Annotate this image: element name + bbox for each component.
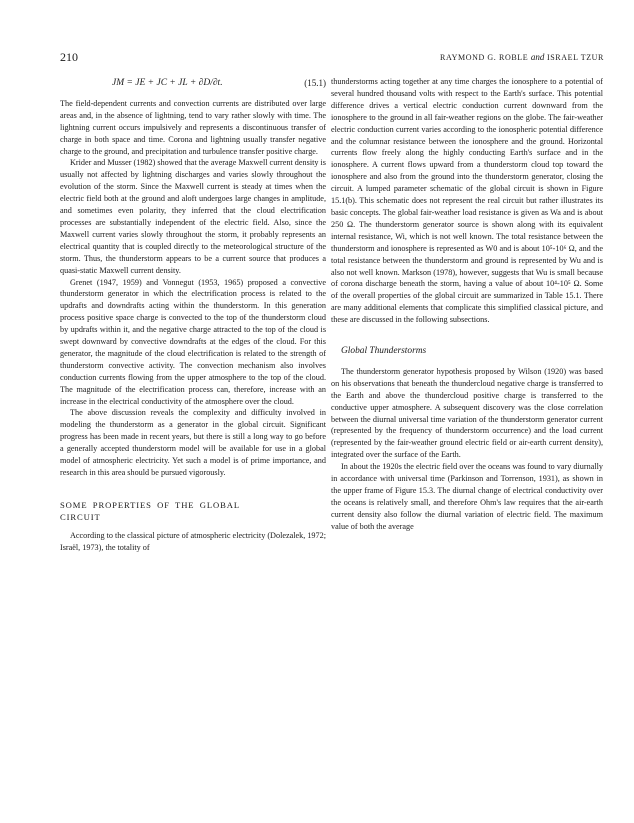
equation-15-1 (112, 78, 326, 90)
author-conjunction: and (530, 52, 545, 62)
paragraph: thunderstorms acting together at any time charges the ionosphere to a potential of several hundred thousand volts with respect to the Earth's surface. This potential difference drives a vertical electric conduction current downward from the ionosphere to the ground in all fair-weather regions on the globe. The fair-weather electric conduction current varies according to the ionospheric potential difference and the columnar resistance between the ionosphere and the ground. Horizontal currents flow freely along the highly conducting Earth's surface and in the ionosphere. A current flows upward from a thunderstorm cloud top toward the ionosphere and also from the ground into the thunderstorm generator, closing the circuit. A lumped parameter schematic of the global circuit is shown in Figure 15.1(b). This schematic does not represent the real circuit but rather illustrates its basic concepts. The global fair-weather load resistance is given as Wa and is about 250 Ω. The thunderstorm generator source is shown along with its equivalent internal resistance, Wi, which is not well known. The total resistance between the thunderstorm and ionosphere is represented as W0 and is about 10⁵-10⁶ Ω, and the total resistance between the thunderstorm and ground is represented by Wu and is also not well known. Markson (1978), however, suggests that Wu is small because of corona discharge beneath the storm, having a value of about 10⁴-10⁵ Ω. Some of the overall properties of the global circuit are summarized in Table 15.1. There are many additional elements that complicate this simplified classical picture, and these are discussed in the following subsections. (331, 77, 603, 325)
paragraph: Grenet (1947, 1959) and Vonnegut (1953, 1965) proposed a convective thunderstorm generator in which the electrification process is related to the updrafts and downdrafts acting within the thunderstorm. In this generation process positive space charge is convected to the top of the thunderstorm cloud by updrafts within it, and the negative charge attracted to the top of the cloud is swept downward by convective downdrafts at the edges of the cloud. For this generator, the magnitude of the cloud electrification is related to the strength of thunderstorm convective activity. The convection mechanism also involves conduction currents flowing from the upper atmosphere to the top of the cloud. The magnitude of the electrification process can, therefore, increase with an increase in the electrical conductivity of the atmosphere over the cloud. (60, 277, 326, 406)
page-number: 210 (60, 50, 78, 64)
paragraph: The thunderstorm generator hypothesis proposed by Wilson (1920) was based on his observations that beneath the thundercloud negative charge is transferred to the Earth and above the thundercloud positive charge is transferred to the conductive upper atmosphere. A subsequent discovery was the close correlation between the diurnal universal time variation of the thunderstorm generator current (represented by the frequency of thunderstorm occurrence) and the load current (represented by the fair-weather ground electric field or air-earth current density), integrated over the surface of the Earth. (331, 366, 603, 460)
left-column (60, 76, 326, 554)
running-header (0, 50, 634, 66)
paragraph: In about the 1920s the electric field over the oceans was found to vary diurnally in accordance with universal time (Parkinson and Torrenson, 1931), as shown in the upper frame of Figure 15.3. The diurnal change of electrical conductivity over the oceans is relatively small, and therefore Ohm's law requires that the air-earth current density also follow the diurnal variation of electric field. The maximum value of both the average (331, 462, 603, 531)
paragraph: The field-dependent currents and convection currents are distributed over large areas and, in the absence of lightning, tend to vary rather slowly with time. The lightning current occurs impulsively and represents a discontinuous transfer of charge in both space and time. Corona and lightning usually transfer negative charge to the ground, and precipitation and turbulence transfer positive charge. (60, 98, 326, 156)
equation-text: JM = JE + JC + JL + ∂D/∂t. (112, 78, 223, 88)
author-1: RAYMOND G. ROBLE (440, 53, 529, 62)
equation-number: (15.1) (304, 78, 326, 88)
paragraph: According to the classical picture of atmospheric electricity (Dolezalek, 1972; Israël, 1973), the totality of (60, 530, 326, 552)
paragraph: The above discussion reveals the complexity and difficulty involved in modeling the thunderstorm as a generator in the global circuit. Significant progress has been made in recent years, but there is still a long way to go before a generally accepted thunderstorm model will be available for use in a global model of atmospheric electricity. Yet such a model is of prime importance, and research in this area should be pursued vigorously. (60, 408, 326, 477)
author-2: ISRAEL TZUR (546, 53, 604, 62)
section-heading: SOME PROPERTIES OF THE GLOBAL CIRCUIT (60, 499, 240, 522)
running-head-authors (440, 52, 604, 62)
right-column (331, 76, 603, 533)
subsection-heading: Global Thunderstorms (341, 346, 427, 357)
paragraph: Krider and Musser (1982) showed that the average Maxwell current density is usually not affected by lightning discharges and varies slowly throughout the evolution of the storm. Since the Maxwell current is steady at times when the electric field both at the ground and aloft undergoes large changes in amplitude, and sometimes even polarity, they inferred that the cloud electrification processes are substantially independent of the electric field. Also, since the Maxwell current varies slowly throughout the storm, it probably represents an electrical quantity that is coupled directly to the meteorological structure of the storm. Thus, the thunderstorm appears to be a current source that produces a quasi-static Maxwell current density. (60, 158, 326, 275)
